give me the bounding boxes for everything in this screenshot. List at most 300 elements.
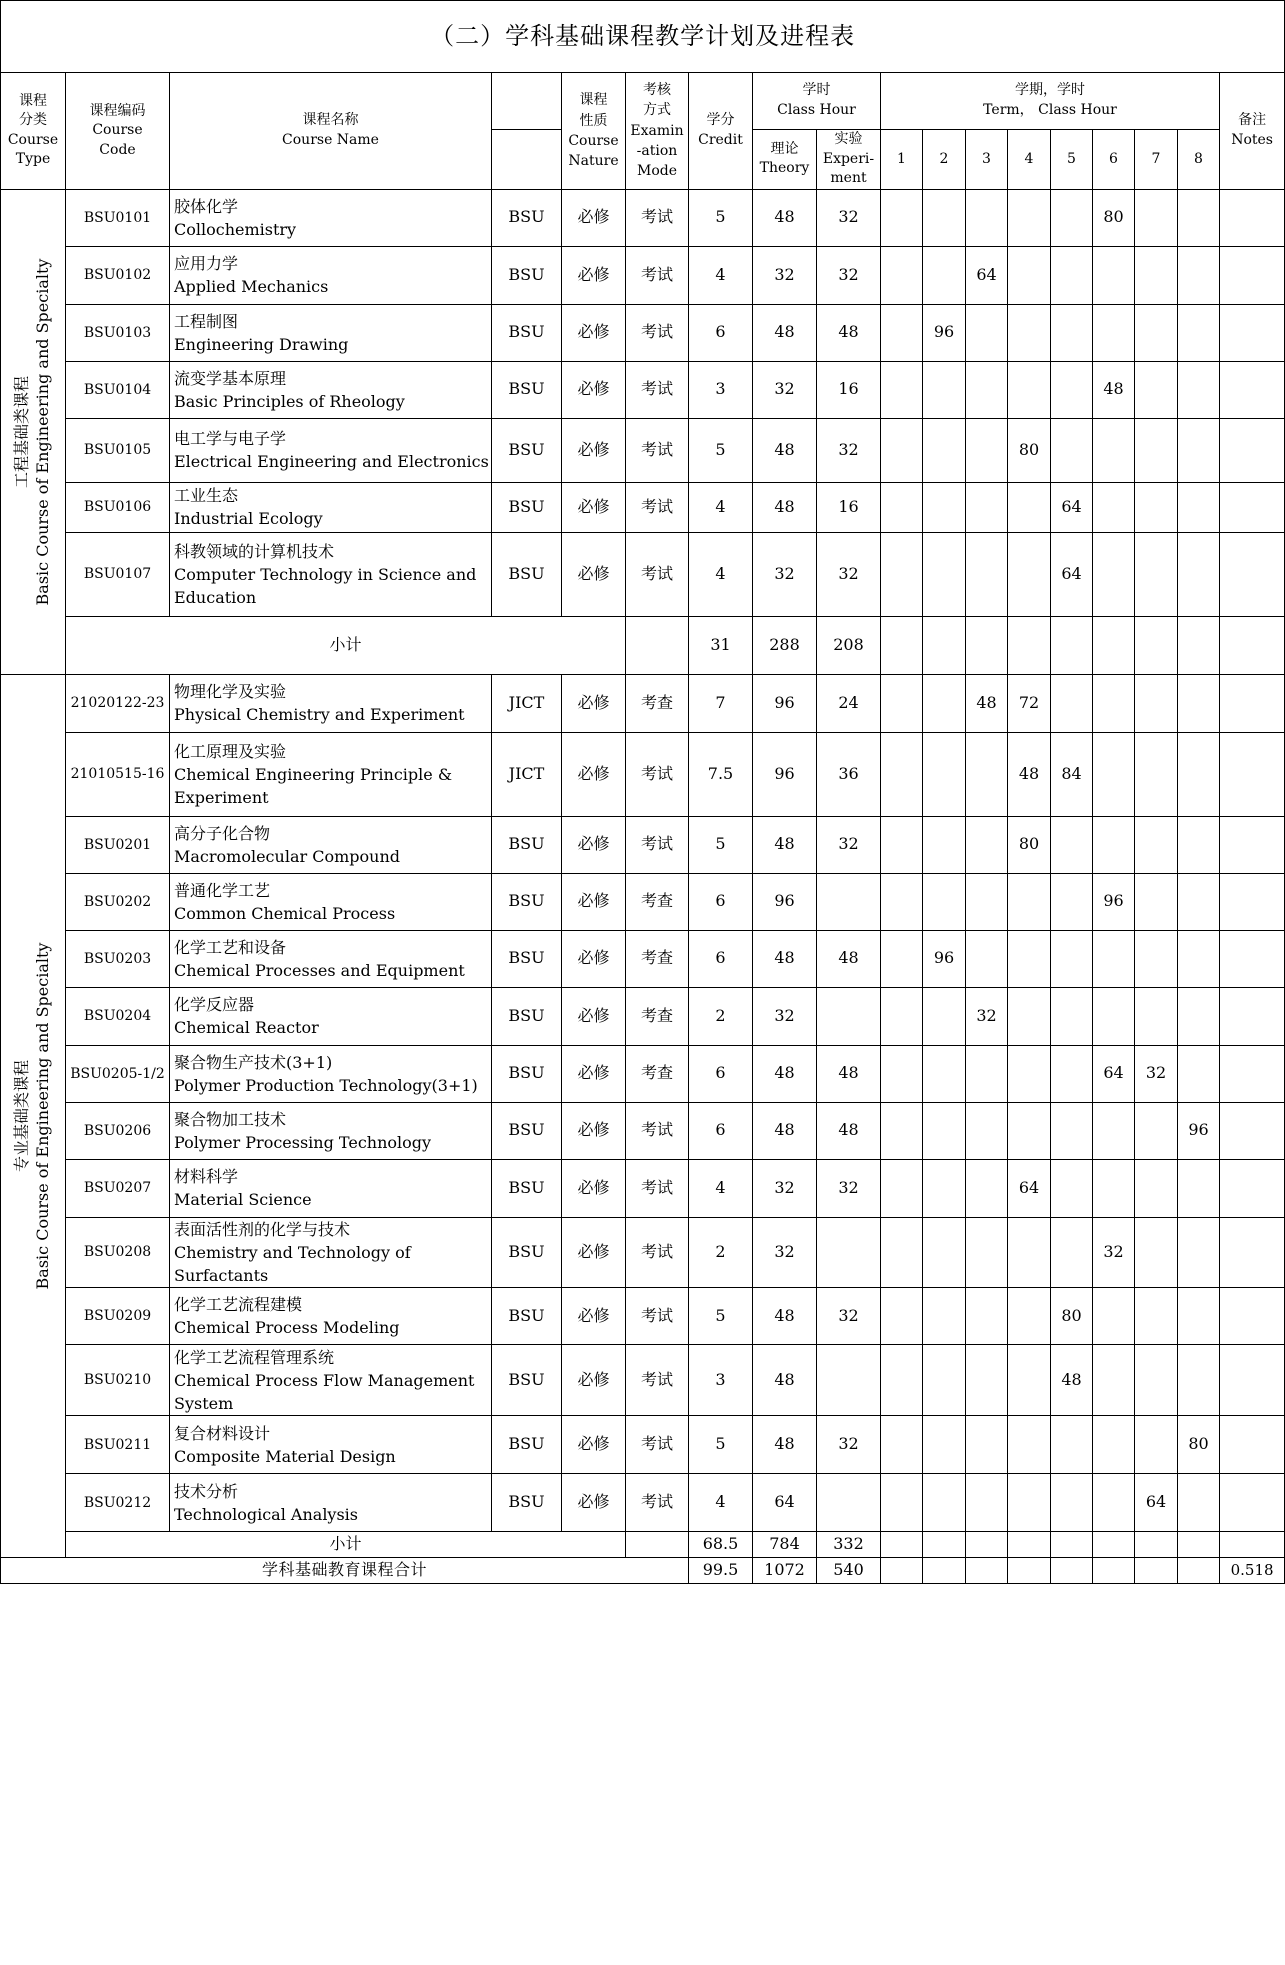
course-name-en: Applied Mechanics — [174, 277, 329, 297]
header-blank — [492, 130, 562, 190]
header-line: Notes — [1231, 131, 1273, 148]
course-nature: 必修 — [562, 873, 626, 930]
header-line: 课程名称 — [302, 112, 359, 129]
total-term-4 — [1008, 1558, 1051, 1584]
course-name — [170, 246, 492, 304]
course-dept: BSU — [492, 189, 562, 246]
course-name-cn: 聚合物加工技术 — [174, 1109, 287, 1129]
credit: 7.5 — [689, 732, 753, 816]
term-4-hours: 80 — [1008, 418, 1051, 482]
course-name — [170, 1474, 492, 1532]
term-7-hours — [1135, 361, 1178, 418]
experiment-hours: 48 — [817, 930, 881, 987]
term-6-hours — [1093, 1416, 1135, 1474]
theory-hours: 32 — [753, 361, 817, 418]
experiment-hours: 48 — [817, 304, 881, 361]
notes — [1220, 304, 1285, 361]
header-line: Experi- — [822, 150, 875, 167]
exam-mode: 考试 — [626, 732, 689, 816]
header-term-4: 4 — [1008, 130, 1051, 190]
course-nature: 必修 — [562, 1416, 626, 1474]
header-line: Mode — [636, 163, 677, 180]
term-4-hours — [1008, 1217, 1051, 1288]
term-1-hours — [881, 418, 923, 482]
notes — [1220, 361, 1285, 418]
term-8-hours — [1178, 532, 1220, 616]
subtotal-blank — [626, 1532, 689, 1558]
course-name-en: Collochemistry — [174, 219, 297, 239]
course-dept: BSU — [492, 482, 562, 532]
exam-mode: 考试 — [626, 1288, 689, 1345]
header-blank — [492, 73, 562, 130]
term-3-hours — [966, 1159, 1008, 1217]
course-name — [170, 930, 492, 987]
term-1-hours — [881, 1159, 923, 1217]
experiment-hours: 32 — [817, 246, 881, 304]
notes — [1220, 189, 1285, 246]
subtotal-term-2 — [923, 1532, 966, 1558]
subtotal-term-5 — [1051, 616, 1093, 674]
subtotal-term-1 — [881, 616, 923, 674]
experiment-hours: 32 — [817, 1159, 881, 1217]
course-nature: 必修 — [562, 1045, 626, 1102]
term-7-hours — [1135, 1102, 1178, 1159]
total-term-7 — [1135, 1558, 1178, 1584]
course-name-cn: 化工原理及实验 — [174, 741, 287, 761]
header-term-5: 5 — [1051, 130, 1093, 190]
term-5-hours: 80 — [1051, 1288, 1093, 1345]
term-7-hours — [1135, 1159, 1178, 1217]
subtotal-notes — [1220, 616, 1285, 674]
term-2-hours — [923, 1474, 966, 1532]
exam-mode: 考查 — [626, 873, 689, 930]
course-name-cn: 应用力学 — [174, 254, 239, 274]
term-8-hours — [1178, 873, 1220, 930]
header-line: Examin — [630, 122, 684, 139]
term-4-hours: 64 — [1008, 1159, 1051, 1217]
course-name — [170, 1345, 492, 1416]
exam-mode: 考试 — [626, 1102, 689, 1159]
term-3-hours — [966, 1217, 1008, 1288]
term-3-hours — [966, 873, 1008, 930]
term-4-hours: 48 — [1008, 732, 1051, 816]
term-8-hours — [1178, 189, 1220, 246]
course-nature: 必修 — [562, 674, 626, 732]
term-4-hours — [1008, 1288, 1051, 1345]
course-name-cn: 电工学与电子学 — [174, 429, 287, 449]
subtotal-term-4 — [1008, 1532, 1051, 1558]
term-8-hours: 96 — [1178, 1102, 1220, 1159]
term-3-hours — [966, 418, 1008, 482]
course-code: BSU0207 — [66, 1159, 170, 1217]
term-7-hours — [1135, 987, 1178, 1045]
header-line: ment — [830, 170, 867, 187]
term-2-hours — [923, 1102, 966, 1159]
course-row — [1, 873, 1285, 930]
term-8-hours: 80 — [1178, 1416, 1220, 1474]
course-nature: 必修 — [562, 1345, 626, 1416]
term-1-hours — [881, 1345, 923, 1416]
course-nature: 必修 — [562, 1288, 626, 1345]
course-row — [1, 1159, 1285, 1217]
header-line: Class Hour — [777, 102, 856, 118]
course-dept: BSU — [492, 1102, 562, 1159]
course-name-cn: 科教领域的计算机技术 — [174, 541, 335, 561]
theory-hours: 32 — [753, 1217, 817, 1288]
term-6-hours — [1093, 246, 1135, 304]
course-name — [170, 732, 492, 816]
credit: 4 — [689, 482, 753, 532]
term-5-hours: 48 — [1051, 1345, 1093, 1416]
course-name-en: Electrical Engineering and Electronics — [174, 452, 489, 472]
term-5-hours — [1051, 1102, 1093, 1159]
course-code: BSU0205-1/2 — [66, 1045, 170, 1102]
term-2-hours: 96 — [923, 930, 966, 987]
theory-hours: 64 — [753, 1474, 817, 1532]
exam-mode: 考试 — [626, 189, 689, 246]
notes — [1220, 873, 1285, 930]
exam-mode: 考试 — [626, 1345, 689, 1416]
notes — [1220, 1159, 1285, 1217]
category-en: Basic Course of Engineering and Specialty — [33, 942, 52, 1290]
subtotal-blank — [626, 616, 689, 674]
course-name — [170, 304, 492, 361]
term-4-hours — [1008, 1416, 1051, 1474]
course-name-cn: 工程制图 — [174, 311, 239, 331]
course-code: BSU0202 — [66, 873, 170, 930]
experiment-hours: 32 — [817, 532, 881, 616]
term-1-hours — [881, 482, 923, 532]
notes — [1220, 674, 1285, 732]
term-8-hours — [1178, 1345, 1220, 1416]
header-course-code — [66, 73, 170, 190]
term-7-hours — [1135, 1345, 1178, 1416]
term-7-hours — [1135, 246, 1178, 304]
course-name — [170, 482, 492, 532]
course-name-en: Composite Material Design — [174, 1446, 396, 1466]
total-term-3 — [966, 1558, 1008, 1584]
course-name — [170, 189, 492, 246]
theory-hours: 32 — [753, 987, 817, 1045]
course-row — [1, 1416, 1285, 1474]
course-row — [1, 674, 1285, 732]
course-row — [1, 482, 1285, 532]
course-name-en: Chemical Reactor — [174, 1018, 319, 1038]
header-experiment — [817, 130, 881, 190]
header-line: Code — [99, 141, 136, 158]
header-line: 学时 — [802, 82, 831, 99]
exam-mode: 考试 — [626, 816, 689, 873]
credit: 2 — [689, 987, 753, 1045]
course-name-cn: 胶体化学 — [174, 196, 239, 216]
header-line: Course — [92, 122, 143, 139]
course-name-en: Computer Technology in Science and Education — [174, 564, 477, 607]
term-7-hours — [1135, 532, 1178, 616]
header-line: Theory — [759, 160, 810, 177]
course-nature: 必修 — [562, 418, 626, 482]
course-name — [170, 1045, 492, 1102]
term-2-hours — [923, 1159, 966, 1217]
subtotal-label: 小计 — [66, 616, 626, 674]
term-1-hours — [881, 189, 923, 246]
header-course-nature — [562, 73, 626, 190]
total-term-2 — [923, 1558, 966, 1584]
course-dept: BSU — [492, 930, 562, 987]
term-7-hours — [1135, 873, 1178, 930]
term-7-hours — [1135, 930, 1178, 987]
course-dept: BSU — [492, 418, 562, 482]
credit: 3 — [689, 361, 753, 418]
course-dept: BSU — [492, 1416, 562, 1474]
term-1-hours — [881, 361, 923, 418]
term-2-hours — [923, 987, 966, 1045]
term-4-hours — [1008, 987, 1051, 1045]
term-1-hours — [881, 987, 923, 1045]
notes — [1220, 1474, 1285, 1532]
notes — [1220, 1045, 1285, 1102]
course-name — [170, 1102, 492, 1159]
theory-hours: 48 — [753, 482, 817, 532]
term-6-hours — [1093, 674, 1135, 732]
course-name-cn: 普通化学工艺 — [174, 880, 271, 900]
term-8-hours — [1178, 987, 1220, 1045]
term-1-hours — [881, 930, 923, 987]
term-6-hours — [1093, 1102, 1135, 1159]
theory-hours: 48 — [753, 189, 817, 246]
course-name-cn: 技术分析 — [174, 1481, 239, 1501]
theory-hours: 32 — [753, 532, 817, 616]
course-name-en: Chemical Processes and Equipment — [174, 960, 465, 980]
subtotal-theory: 288 — [753, 616, 817, 674]
term-6-hours — [1093, 304, 1135, 361]
term-1-hours — [881, 816, 923, 873]
subtotal-term-3 — [966, 616, 1008, 674]
course-name — [170, 873, 492, 930]
term-4-hours: 80 — [1008, 816, 1051, 873]
course-nature: 必修 — [562, 816, 626, 873]
course-nature: 必修 — [562, 189, 626, 246]
credit: 3 — [689, 1345, 753, 1416]
term-3-hours — [966, 482, 1008, 532]
course-dept: BSU — [492, 1159, 562, 1217]
notes — [1220, 1102, 1285, 1159]
notes — [1220, 1416, 1285, 1474]
term-6-hours: 32 — [1093, 1217, 1135, 1288]
course-name — [170, 418, 492, 482]
experiment-hours: 32 — [817, 1288, 881, 1345]
total-term-8 — [1178, 1558, 1220, 1584]
theory-hours: 48 — [753, 930, 817, 987]
term-8-hours — [1178, 304, 1220, 361]
notes — [1220, 732, 1285, 816]
subtotal-term-1 — [881, 1532, 923, 1558]
term-3-hours — [966, 930, 1008, 987]
term-5-hours — [1051, 304, 1093, 361]
course-name — [170, 1159, 492, 1217]
course-row — [1, 1288, 1285, 1345]
exam-mode: 考试 — [626, 418, 689, 482]
course-name-en: Chemical Process Flow Management System — [174, 1370, 475, 1413]
header-term-3: 3 — [966, 130, 1008, 190]
course-nature: 必修 — [562, 1474, 626, 1532]
course-dept: BSU — [492, 816, 562, 873]
term-5-hours — [1051, 930, 1093, 987]
course-name-cn: 物理化学及实验 — [174, 682, 287, 702]
credit: 4 — [689, 246, 753, 304]
course-code: BSU0101 — [66, 189, 170, 246]
theory-hours: 96 — [753, 674, 817, 732]
term-1-hours — [881, 304, 923, 361]
course-name-en: Technological Analysis — [174, 1504, 359, 1524]
notes — [1220, 987, 1285, 1045]
term-5-hours — [1051, 873, 1093, 930]
term-7-hours — [1135, 482, 1178, 532]
term-3-hours — [966, 304, 1008, 361]
course-code: 21010515-16 — [66, 732, 170, 816]
term-5-hours — [1051, 1416, 1093, 1474]
term-5-hours — [1051, 1159, 1093, 1217]
category-cell — [1, 189, 66, 674]
subtotal-term-6 — [1093, 616, 1135, 674]
course-name-en: Material Science — [174, 1190, 312, 1210]
term-3-hours — [966, 1345, 1008, 1416]
category-cn: 工程基础类课程 — [12, 375, 32, 488]
term-2-hours — [923, 1416, 966, 1474]
course-name — [170, 1217, 492, 1288]
header-line: 性质 — [579, 112, 608, 129]
course-name-cn: 材料科学 — [174, 1167, 239, 1187]
credit: 5 — [689, 189, 753, 246]
exam-mode: 考试 — [626, 1217, 689, 1288]
term-4-hours — [1008, 1474, 1051, 1532]
course-row — [1, 816, 1285, 873]
course-name — [170, 532, 492, 616]
header-line: 理论 — [770, 140, 799, 157]
course-nature: 必修 — [562, 304, 626, 361]
course-name-cn: 高分子化合物 — [174, 823, 271, 843]
term-2-hours — [923, 1045, 966, 1102]
course-name-cn: 复合材料设计 — [174, 1423, 271, 1443]
term-8-hours — [1178, 1474, 1220, 1532]
term-7-hours — [1135, 1288, 1178, 1345]
theory-hours: 48 — [753, 1045, 817, 1102]
header-course-name — [170, 73, 492, 190]
course-code: 21020122-23 — [66, 674, 170, 732]
term-2-hours — [923, 674, 966, 732]
course-dept: BSU — [492, 1474, 562, 1532]
course-name — [170, 674, 492, 732]
course-name-en: Physical Chemistry and Experiment — [174, 705, 465, 725]
course-row — [1, 246, 1285, 304]
header-notes — [1220, 73, 1285, 190]
header-line: Course — [568, 132, 619, 149]
course-row — [1, 930, 1285, 987]
course-row — [1, 1045, 1285, 1102]
term-4-hours — [1008, 1345, 1051, 1416]
term-2-hours — [923, 418, 966, 482]
term-8-hours — [1178, 1288, 1220, 1345]
subtotal-notes — [1220, 1532, 1285, 1558]
term-7-hours — [1135, 674, 1178, 732]
subtotal-term-6 — [1093, 1532, 1135, 1558]
subtotal-term-5 — [1051, 1532, 1093, 1558]
theory-hours: 48 — [753, 304, 817, 361]
notes — [1220, 246, 1285, 304]
term-4-hours — [1008, 873, 1051, 930]
exam-mode: 考查 — [626, 987, 689, 1045]
term-5-hours — [1051, 246, 1093, 304]
header-line: -ation — [636, 143, 678, 160]
experiment-hours: 32 — [817, 1416, 881, 1474]
theory-hours: 48 — [753, 1416, 817, 1474]
experiment-hours: 24 — [817, 674, 881, 732]
term-6-hours — [1093, 732, 1135, 816]
subtotal-experiment: 332 — [817, 1532, 881, 1558]
header-term-1: 1 — [881, 130, 923, 190]
course-nature: 必修 — [562, 987, 626, 1045]
credit: 4 — [689, 532, 753, 616]
course-dept: BSU — [492, 532, 562, 616]
course-name-en: Polymer Processing Technology — [174, 1132, 432, 1152]
experiment-hours: 16 — [817, 361, 881, 418]
term-6-hours: 80 — [1093, 189, 1135, 246]
course-dept: BSU — [492, 1217, 562, 1288]
course-row — [1, 1474, 1285, 1532]
header-line: 方式 — [643, 102, 671, 119]
header-line: 课程编码 — [89, 102, 146, 119]
experiment-hours: 36 — [817, 732, 881, 816]
course-name-cn: 化学工艺流程管理系统 — [174, 1347, 335, 1367]
course-code: BSU0203 — [66, 930, 170, 987]
subtotal-term-3 — [966, 1532, 1008, 1558]
course-row — [1, 418, 1285, 482]
course-code: BSU0105 — [66, 418, 170, 482]
header-term-2: 2 — [923, 130, 966, 190]
term-3-hours — [966, 732, 1008, 816]
course-code: BSU0212 — [66, 1474, 170, 1532]
header-line: 学分 — [706, 112, 735, 129]
category-cn: 专业基础类课程 — [12, 1060, 32, 1173]
course-nature: 必修 — [562, 532, 626, 616]
subtotal-experiment: 208 — [817, 616, 881, 674]
total-term-1 — [881, 1558, 923, 1584]
notes — [1220, 816, 1285, 873]
term-1-hours — [881, 1288, 923, 1345]
term-6-hours — [1093, 1474, 1135, 1532]
credit: 6 — [689, 873, 753, 930]
header-line: Course Name — [282, 131, 379, 148]
header-class-hour — [753, 73, 881, 130]
theory-hours: 32 — [753, 246, 817, 304]
course-name — [170, 816, 492, 873]
term-1-hours — [881, 732, 923, 816]
notes — [1220, 1217, 1285, 1288]
page-title: （二）学科基础课程教学计划及进程表 — [1, 1, 1285, 73]
course-code: BSU0104 — [66, 361, 170, 418]
experiment-hours — [817, 1217, 881, 1288]
credit: 5 — [689, 418, 753, 482]
header-line: 课程 — [19, 92, 47, 109]
credit: 6 — [689, 1102, 753, 1159]
term-8-hours — [1178, 1217, 1220, 1288]
term-7-hours — [1135, 816, 1178, 873]
term-6-hours — [1093, 816, 1135, 873]
course-dept: BSU — [492, 1345, 562, 1416]
term-1-hours — [881, 1474, 923, 1532]
total-credit: 99.5 — [689, 1558, 753, 1584]
term-4-hours — [1008, 246, 1051, 304]
experiment-hours — [817, 1345, 881, 1416]
